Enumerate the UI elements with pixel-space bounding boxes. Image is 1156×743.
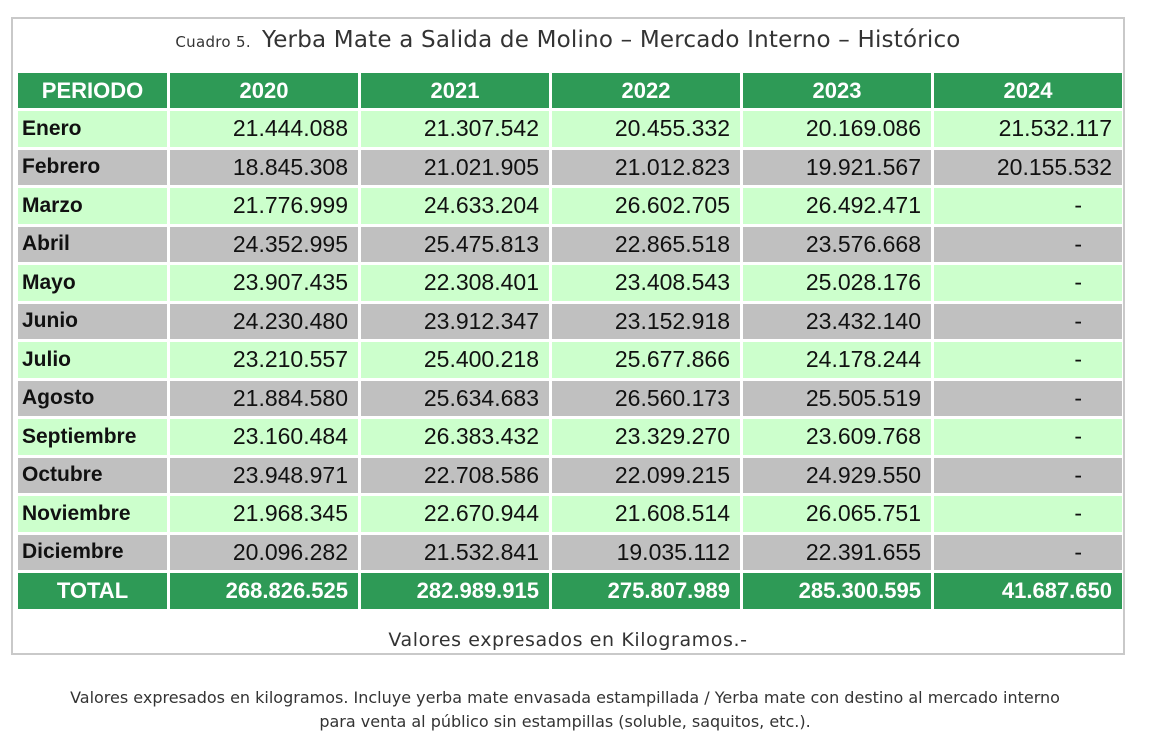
footer-note xyxy=(0,686,1130,734)
table-cell: 23.210.557 xyxy=(170,342,358,378)
total-cell: 282.989.915 xyxy=(361,573,549,609)
table-cell: 21.444.088 xyxy=(170,111,358,147)
row-label: Enero xyxy=(18,111,167,147)
table-row xyxy=(18,304,1122,340)
table-cell: 22.391.655 xyxy=(743,535,931,571)
table-cell: 21.968.345 xyxy=(170,496,358,532)
table-row xyxy=(18,227,1122,263)
row-label: Abril xyxy=(18,227,167,263)
table-cell: - xyxy=(934,227,1122,263)
table-cell: 23.576.668 xyxy=(743,227,931,263)
table-row xyxy=(18,342,1122,378)
table-cell: 20.155.532 xyxy=(934,150,1122,186)
table-row xyxy=(18,188,1122,224)
table-cell: - xyxy=(934,304,1122,340)
table-cell: 26.602.705 xyxy=(552,188,740,224)
table-cell: 24.230.480 xyxy=(170,304,358,340)
row-label: Octubre xyxy=(18,458,167,494)
header-cell-2020: 2020 xyxy=(170,73,358,108)
table-cell: 21.608.514 xyxy=(552,496,740,532)
table-cell: 20.455.332 xyxy=(552,111,740,147)
table-cell: 20.169.086 xyxy=(743,111,931,147)
table-row xyxy=(18,535,1122,571)
row-label: Mayo xyxy=(18,265,167,301)
table-cell: 23.432.140 xyxy=(743,304,931,340)
caption-title: Yerba Mate a Salida de Molino – Mercado Interno – Histórico xyxy=(262,27,961,53)
table-cell: 23.948.971 xyxy=(170,458,358,494)
header-cell-2021: 2021 xyxy=(361,73,549,108)
table-cell: 26.560.173 xyxy=(552,381,740,417)
row-label: Febrero xyxy=(18,150,167,186)
header-row xyxy=(18,73,1122,108)
row-label: Agosto xyxy=(18,381,167,417)
row-label: Junio xyxy=(18,304,167,340)
table-cell: 24.352.995 xyxy=(170,227,358,263)
total-cell: 268.826.525 xyxy=(170,573,358,609)
table-cell: 22.099.215 xyxy=(552,458,740,494)
table-caption xyxy=(13,27,1123,67)
table-cell: 21.884.580 xyxy=(170,381,358,417)
table-cell: 23.152.918 xyxy=(552,304,740,340)
table-cell: 25.475.813 xyxy=(361,227,549,263)
total-cell: 285.300.595 xyxy=(743,573,931,609)
table-row xyxy=(18,381,1122,417)
table-cell: 21.012.823 xyxy=(552,150,740,186)
table-cell: 24.178.244 xyxy=(743,342,931,378)
table-cell: - xyxy=(934,381,1122,417)
table-cell: 25.634.683 xyxy=(361,381,549,417)
table-cell: 22.865.518 xyxy=(552,227,740,263)
units-note: Valores expresados en Kilogramos.- xyxy=(388,629,748,651)
table-row xyxy=(18,111,1122,147)
table-cell: - xyxy=(934,342,1122,378)
table-cell: 23.609.768 xyxy=(743,419,931,455)
table-row xyxy=(18,265,1122,301)
table-cell: 26.065.751 xyxy=(743,496,931,532)
row-label: Marzo xyxy=(18,188,167,224)
table-cell: 23.329.270 xyxy=(552,419,740,455)
table-cell: 23.907.435 xyxy=(170,265,358,301)
table-cell: 24.633.204 xyxy=(361,188,549,224)
total-cell: 41.687.650 xyxy=(934,573,1122,609)
data-table xyxy=(15,70,1125,612)
header-cell-2023: 2023 xyxy=(743,73,931,108)
table-cell: 21.021.905 xyxy=(361,150,549,186)
table-cell: 24.929.550 xyxy=(743,458,931,494)
table-cell: - xyxy=(934,535,1122,571)
table-cell: 21.532.841 xyxy=(361,535,549,571)
table-cell: 22.708.586 xyxy=(361,458,549,494)
table-cell: 22.308.401 xyxy=(361,265,549,301)
table-cell: 23.160.484 xyxy=(170,419,358,455)
table-cell: 25.028.176 xyxy=(743,265,931,301)
table-row xyxy=(18,419,1122,455)
row-label: Noviembre xyxy=(18,496,167,532)
row-label: Julio xyxy=(18,342,167,378)
table-cell: - xyxy=(934,496,1122,532)
table-cell: 25.400.218 xyxy=(361,342,549,378)
total-label: TOTAL xyxy=(18,573,167,609)
total-cell: 275.807.989 xyxy=(552,573,740,609)
caption-prefix: Cuadro 5. xyxy=(175,33,251,51)
table-cell: 21.532.117 xyxy=(934,111,1122,147)
table-cell: 19.035.112 xyxy=(552,535,740,571)
row-label: Diciembre xyxy=(18,535,167,571)
footer-line-2: para venta al público sin estampillas (soluble, saquitos, etc.). xyxy=(319,712,811,731)
table-cell: - xyxy=(934,188,1122,224)
table-row xyxy=(18,150,1122,186)
table-cell: 25.677.866 xyxy=(552,342,740,378)
table-cell: 19.921.567 xyxy=(743,150,931,186)
table-cell: - xyxy=(934,265,1122,301)
table-cell: 23.912.347 xyxy=(361,304,549,340)
table-cell: 26.383.432 xyxy=(361,419,549,455)
table-row xyxy=(18,458,1122,494)
table-cell: 21.307.542 xyxy=(361,111,549,147)
table-cell: 21.776.999 xyxy=(170,188,358,224)
row-label: Septiembre xyxy=(18,419,167,455)
header-cell-2022: 2022 xyxy=(552,73,740,108)
table-row xyxy=(18,496,1122,532)
table-cell: 18.845.308 xyxy=(170,150,358,186)
table-cell: 26.492.471 xyxy=(743,188,931,224)
table-frame xyxy=(11,17,1125,655)
table-cell: 20.096.282 xyxy=(170,535,358,571)
table-cell: - xyxy=(934,458,1122,494)
table-cell: 25.505.519 xyxy=(743,381,931,417)
header-cell-periodo: PERIODO xyxy=(18,73,167,108)
table-cell: 23.408.543 xyxy=(552,265,740,301)
total-row xyxy=(18,573,1122,609)
table-cell: - xyxy=(934,419,1122,455)
table-cell: 22.670.944 xyxy=(361,496,549,532)
footer-line-1: Valores expresados en kilogramos. Incluye yerba mate envasada estampillada / Yerba mate con destino al mercado interno xyxy=(70,688,1060,707)
header-cell-2024: 2024 xyxy=(934,73,1122,108)
